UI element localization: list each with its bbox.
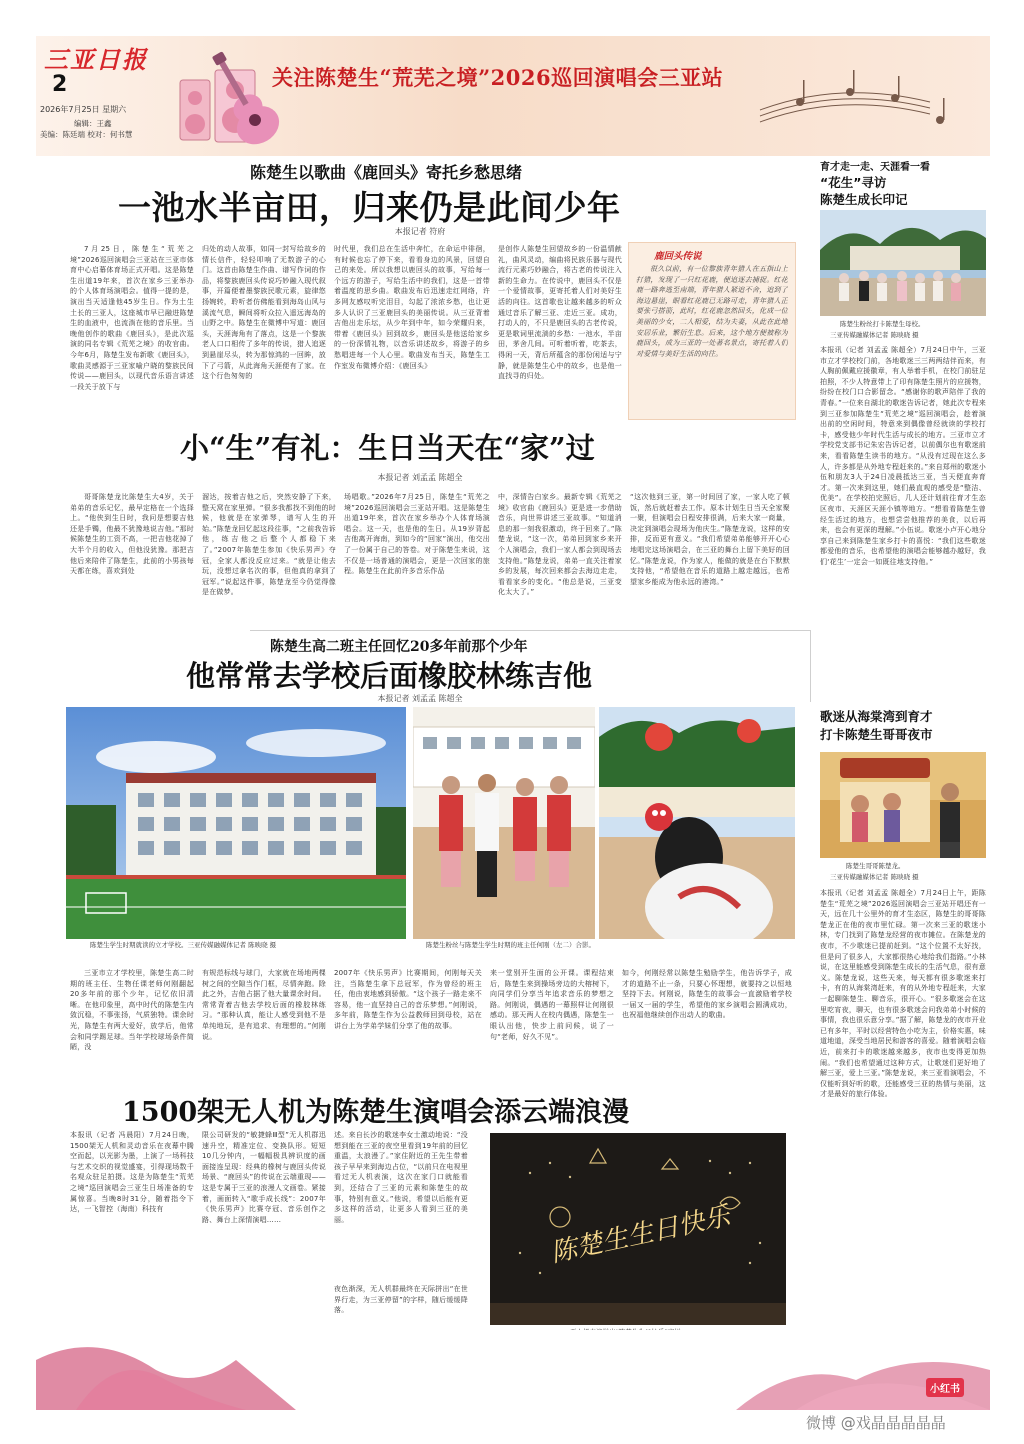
article3-col4: 来一堂别开生面的公开课。课程结束后，陈楚生来到操场旁边的大榕树下，向同学们分享当年追求音乐的梦想之路。何刚说，偶遇的一幕照样让何刚很感动。那天两人在校内偶遇，陈楚生一眼认出他，快步上前问候，说了一句“老师，好久不见”。 [490,969,614,1041]
sidebar1-headline-b: 陈楚生成长印记 [820,192,908,207]
article3-col3: 2007年《快乐男声》比赛期间，何刚每天关注，当陈楚生拿下总冠军，作为曾经的班主任，他由衷地感到骄傲。“这个孩子一路走来不容易，他一直坚持自己的音乐梦想。”何刚说，多年前，陈楚生作为公益教师回到母校，站在讲台上为学弟学妹们分享了他的故事。 [334,969,482,1030]
design-line: 美编：陈廷端 校对：何书慧 [40,130,133,139]
article2-col3: 场唱歌。”2026年7月25日，陈楚生“荒芜之境”2026巡回演唱会三亚站开唱。这是陈楚生出道19年来，首次在家乡举办个人体育场演唱会。这一天，也是他的生日。从19岁背起吉他离开海南，到如今的“回家”演出，他交出了一份属于自己的答卷。对于陈楚生来说，这不仅是一场普通的演唱会，更是一次回家的旅程。陈楚生在此前许多音乐作品 [344,493,490,576]
article2-byline: 本报记者 刘孟孟 陈超全 [377,473,463,482]
sidebar1-photo-credit: 三亚传媒融媒体记者 陈映晓 摄 [830,331,919,339]
school-photo-caption: 陈楚生学生时期就读的立才学校。三亚传媒融媒体记者 陈映晓 摄 [90,941,277,949]
corner-label: 小红书 [926,1378,964,1397]
banner-art [160,40,990,150]
sidebar2-text: 本报讯（记者 刘孟孟 陈超全）7月24日上午，距陈楚生“荒芜之境”2026巡回演唱会三亚站开唱还有一天，远在几十公里外的育才生态区，陈楚生的哥哥陈楚龙正在他的夜市里忙碌。第一次来三亚的歌迷小林，专门找到了陈楚龙经营的夜市摊位。在陈楚龙的夜市，不少歌迷已提前赶到。“这个位置不太好找，但是问了很多人，大家都很热心地给我们指路。”小林说，在这里能感受到陈楚生成长的生活气息，很有意义。陈楚龙说，这些天来，每天都有很多歌迷来打卡，有的从海棠湾赶来，有的从外地专程赶来，大家一起聊陈楚生、聊音乐，很开心。“很多歌迷会在这里吃宵夜，聊天，也有很多歌迷会问我弟弟小时候的事情，我也很乐意分享。”据了解，陈楚龙的夜市开业已有多年，平时以经营特色小吃为主，价格实惠，味道地道，深受当地居民和游客的喜爱。随着演唱会临近，前来打卡的歌迷越来越多，夜市也变得更加热闹。“我们也希望通过这种方式，让歌迷们更好地了解三亚，爱上三亚。”陈楚龙说，来三亚看演唱会，不仅能听到好听的歌，还能感受三亚的热情与美丽，这才是最好的旅行体验。 [820,889,986,1099]
weibo-watermark: 微博 @戏晶晶晶晶晶 [806,1414,946,1432]
teacher-fans-photo [413,707,595,939]
article2-col1: 哥哥陈楚龙比陈楚生大4岁，关于弟弟的音乐记忆，最早定格在一个选择上。“他侠到生日时，我问是想要吉他还是手镯，他最不犹豫地说吉他。”那时候陈楚生的工资不高，一把吉他花掉了大半个月的收入，但他没犹豫。那把吉他后来陪伴了陈楚生，此前的小男孩每天都在练，喜欢到处 [70,493,194,576]
teacher-photo-caption: 陈楚生粉丝与陈楚生学生时期的班主任何刚（左二）合影。 [426,941,595,949]
drone-birthday-text: 陈楚生生日快乐 [548,1201,733,1269]
article2-headline: 小“生”有礼：生日当天在“家”过 [180,431,595,465]
night-market-photo [820,752,986,858]
bottom-decoration [36,1330,990,1410]
article1-col1: 7月25日，陈楚生“荒芜之境”2026巡回演唱会三亚站在三亚市体育中心启幕体育场正式开唱。这是陈楚生出道19年来，首次在家乡三亚举办的个人体育场演唱会。值得一提的是，演出当天适逢他45岁生日。作为土生土长的三亚人，这座城市早已融进陈楚生的血液中，也流淌在他的音乐里。当晚他创作的歌曲《鹿回头》，是此次巡演的同名专辑《荒芜之境》的收官曲。今年6月，陈楚生发布新歌《鹿回头》，歌曲灵感源于三亚家喻户晓的黎族民间传说——鹿回头，以现代音乐语言讲述一段关于放下与 [70,245,194,391]
article2-col5: “这次他到三亚，第一时间回了家，一家人吃了顿饭，然后就赶着去工作。原本计划生日当天全家聚一聚，但演唱会日程安排很满，后来大家一商量，决定到演唱会现场为他庆生。”陈楚龙说，这样的安排，反而更有意义。“我们希望弟弟能够开开心心地唱完这场演唱会，在三亚的舞台上留下美好的回忆。”陈楚龙说，作为家人，能做的就是在台下默默支持他，“希望他在音乐的道路上越走越远，也希望家乡能成为他永远的港湾。” [630,493,790,586]
section-divider-h [250,630,810,631]
article4-col2: 限公司研发的“敏捷蜂Ⅲ型”无人机群迅速升空，精准定位、变换队形。短短10几分钟内，一幅幅极具辨识度的画面接连呈现：经典的橡树与鹿回头传说场景、“鹿回头”的传说在云端重现——这是专属于三亚的浪漫人文画卷。紧接着，画面转入“歌手成长线”：2007年《快乐男声》比赛夺冠、音乐创作之路、舞台上深情演唱…… [202,1131,326,1224]
article3-col1: 三亚市立才学校里，陈楚生高二时期的班主任、生物任课老师何刚翻起20多年前的那个少年，记忆依旧清晰。在他印象里，高中时代的陈楚生内敛沉稳，不事张扬，气质独特。课余时光，陈楚生有两大爱好，放学后，他常会和同学踢足球。当年学校球场条件简陋，没 [70,969,194,1052]
article1-kicker: 陈楚生以歌曲《鹿回头》寄托乡愁思绪 [250,163,523,182]
sidebar1-headline-a: “花生”寻访 [820,175,887,190]
page-number: 2 [52,72,68,97]
fans-school-photo [820,210,986,316]
article1-headline: 一池水半亩田，归来仍是此间少年 [118,188,621,227]
article4-headline: 1500架无人机为陈楚生演唱会添云端浪漫 [122,1097,630,1128]
article3-kicker: 陈楚生高二班主任回忆20多年前那个少年 [270,639,528,655]
child-mascot-photo [599,707,795,939]
article4-col1: 本报讯（记者 冯晨阳）7月24日晚，1500架无人机和灵动音乐在夜幕中腾空而起，以光影为墨，上演了一场科技与艺术交织的视觉盛宴，引得现场数千名观众驻足拍摄。这是为陈楚生“荒芜之境”巡回演唱会三亚生日场准备的专属惊喜。当晚8时31分，随着指令下达，一飞智控（海南）科技有 [70,1131,194,1214]
sidebar2-photo-credit: 三亚传媒融媒体记者 陈映晓 摄 [830,873,919,881]
paper-logo: 三亚日报 [44,45,148,74]
article4-col4: 夜色渐深，无人机群最终在天际拼出“在世界行走，为三亚停留”的字样，随后缓缓降落。 [334,1285,468,1315]
article3-col5: 如今，何刚经常以陈楚生勉励学生，他告诉学子，成才的道路不止一条，只要心怀理想，就要持之以恒地坚持下去。何刚说，陈楚生的故事会一直激励着学校一届又一届的学生，希望他的家乡演唱会圆满成功，也祝福他继续创作出动人的歌曲。 [622,969,792,1020]
school-building-photo [66,707,406,939]
sidebar1-text: 本报讯（记者 刘孟孟 陈超全）7月24日中午，三亚市立才学校校门前，各地歌迷三三两两结伴而来，有人胸前佩戴应援徽章，有人举着手机，在校门前驻足拍照，不少人特意带上了印有陈楚生照片的应援物，纷纷在校门口合影留念。“感谢你的歌声陪伴了我的青春。”一位来自湖北的歌迷告诉记者，她此次专程来到三亚参加陈楚生“荒芜之境”巡回演唱会，趁着演出前的空闲时间，特意来到偶像曾经就读的学校打卡，感受他少年时代生活与成长的地方。三亚市立才学校党支部书记朱宏告诉记者，以前偶尔也有歌迷前来，看看陈楚生读书的地方。“从没有过现在这么多人，许多都是从外地专程赶来的。”来自郑州的歌迷小伍和朋友3人于24日凌晨抵达三亚，当天便直奔育才。第一次来到这里，她们最直观的感受是“整洁、优美”。在学校拍完照后，几人还计划前往育才生态区夜市、天涯区天涯小镇等地方。“想看看陈楚生曾经生活过的地方，也想尝尝他推荐的美食，以后再来，也会有更深的理解。”小伍说。歌迷小卢开心地分享自己来到陈楚生家乡打卡的喜悦：“我们这些歌迷都爱他的音乐，也希望他的演唱会能够越办越好，我们‘花生’一定会一如既往地支持他。” [820,346,986,566]
editor-line: 编辑：王鑫 [74,119,112,128]
article3-byline: 本报记者 刘孟孟 陈超全 [377,694,463,703]
article1-col4: 是创作人陈楚生回望故乡的一份温情献礼，曲风灵动，编曲将民族乐器与现代流行元素巧妙融合，将古老的传说注入新的生命力。在传说中，鹿回头不仅是一个爱情故事，更寄托着人们对美好生活的向往。这首歌也让越来越多的听众通过音乐了解三亚、走近三亚。成功，打动人的，不只是鹿回头的古老传说，更是歌词里流淌的乡愁：一池水，半亩田，茅舍几间。可听着听着，吃茶去，得闲一天，背后所蕴含的那份闲适与宁静，就是陈楚生心中的故乡，也是他一直找寻的归处。 [498,245,622,381]
music-notes-icon [760,70,945,124]
article1-col3: 时代里，我们总在生活中奔忙，在命运中徘徊，有时候也忘了停下来，看看身边的风景，回望自己的来处。所以我想以鹿回头的故事，写给每一个远方的游子，写给生活中的我们，这是一首带着温度的思乡曲。歌曲发布后迅速走红网络，许多网友感叹听完泪目，勾起了浓浓乡愁，也让更多人认识了三亚鹿回头的美丽传说。从三亚背着吉他出走乐坛，从少年到中年，如今荣耀归来，带着《鹿回头》回到故乡，鹿回头是他送给家乡的一份深情礼物，以音乐讲述故乡，将游子的乡愁唱进每一个人心里。歌曲发布当天，陈楚生工作室发布微博介绍：《鹿回头》 [334,245,490,370]
banner-title: 关注陈楚生“荒芜之境”2026巡回演唱会三亚站 [272,65,724,90]
sidebar2-photo-caption: 陈楚生哥哥陈楚龙。 [846,862,905,870]
article1-byline: 本报记者 符府 [394,227,446,236]
section-divider [810,630,811,702]
date-line: 2026年7月25日 星期六 [40,105,127,114]
sidebar2-headline-b: 打卡陈楚生哥哥夜市 [820,727,933,742]
article3-headline: 他常常去学校后面橡胶林练吉他 [186,659,593,693]
guitar-icon [198,43,286,150]
article4-col3: 述。来自长沙的歌迷李女士激动地说：“没想到能在三亚的夜空里看到19年前的回忆重温，太浪漫了。”家住附近的王先生带着孩子早早来到海边占位，“以前只在电视里看过无人机表演，这次在家门口就能看到，还结合了三亚的元素和陈楚生的故事，特别有意义。”他说，希望以后能有更多这样的活动，让更多人看到三亚的美丽。 [334,1131,468,1224]
article1-col2: 归处的动人故事，如同一封写给故乡的情长信件，轻轻叩响了无数游子的心门。这首由陈楚生作曲、谱写作词的作品，将黎族鹿回头传说巧妙融入现代叙事，开篇便着墨黎族民歌元素，旋律悠扬婉转，聆听者仿佛能看到海岛山风与溪流气息，瞬间将听众拉入遥远海岛的山野之中。陈楚生在微博中写道：鹿回头，天涯海角有了落点，这是一个黎族老人口口相传了多年的传说，猎人追逐到悬崖尽头，转为那惊鸿的一回眸，放下了弓箭，从此海角天涯便有了家。在这个行色匆匆的 [202,245,326,381]
sidebar2-headline-a: 歌迷从海棠湾到育才 [820,709,933,724]
article2-col4: 中，深情告白家乡。最新专辑《荒芜之境》收官曲《鹿回头》更是进一步借助音乐，向世界讲述三亚故事。“知道消息的那一刻我很激动，终于回来了。”陈楚龙说，“这一次，弟弟回到家乡来开个人演唱会，我们一家人都会到现场去支持他。”陈楚龙说，弟弟一直关注着家乡的发展，每次回来都会去海边走走，看看家乡的变化。“他总是说，三亚变化太大了。” [498,493,622,597]
legend-text: 很久以前，有一位黎族青年猎人在五指山上打猎，发现了一只红花鹿，便追逐去捕捉。红花鹿一路奔逃至南端，青年猎人紧追不舍，追到了海边悬崖，眼看红花鹿已无路可走，青年猎人正要张弓搭箭，此时，红花鹿忽然回头，化成一位美丽的少女，二人相爱，结为夫妻，从此在此地安居乐业，繁衍生息。后来，这个地方便被称为鹿回头，成为三亚的一处著名景点，寄托着人们对爱情与美好生活的向往。 [636,265,788,358]
article2-col2: 溜达，按着吉他之后，突然安静了下来，整天窝在家里弹。“很多我都找不到他的时候，他就是在家弹琴，谱写人生的开始。”陈楚龙回忆起这段往事，“之前我告诉他，练吉他之后整个人都稳下来了。”2007年陈楚生参加《快乐男声》夺冠，全家人都没反应过来。“就是让他去玩，没想过拿名次的事，但他真的拿到了冠军。”说起这件事，陈楚龙至今仍觉得像是在做梦。 [202,493,336,597]
article3-col2: 有规范标线与球门，大家就在场地两棵树之间的空隙当作门框，尽情奔跑。除此之外，吉他占据了他大量课余时间。常常背着吉他去学校后面的橡胶林练习。“那种认真，能让人感受到他不是单纯地玩，是有追求、有理想的。”何刚说。 [202,969,326,1041]
sidebar1-photo-caption: 陈楚生粉丝打卡陈楚生母校。 [840,320,925,328]
sidebar1-kicker: 育才走一走、天涯看一看 [820,162,930,173]
legend-title: 鹿回头传说 [654,251,702,262]
drone-show-photo [490,1133,786,1325]
